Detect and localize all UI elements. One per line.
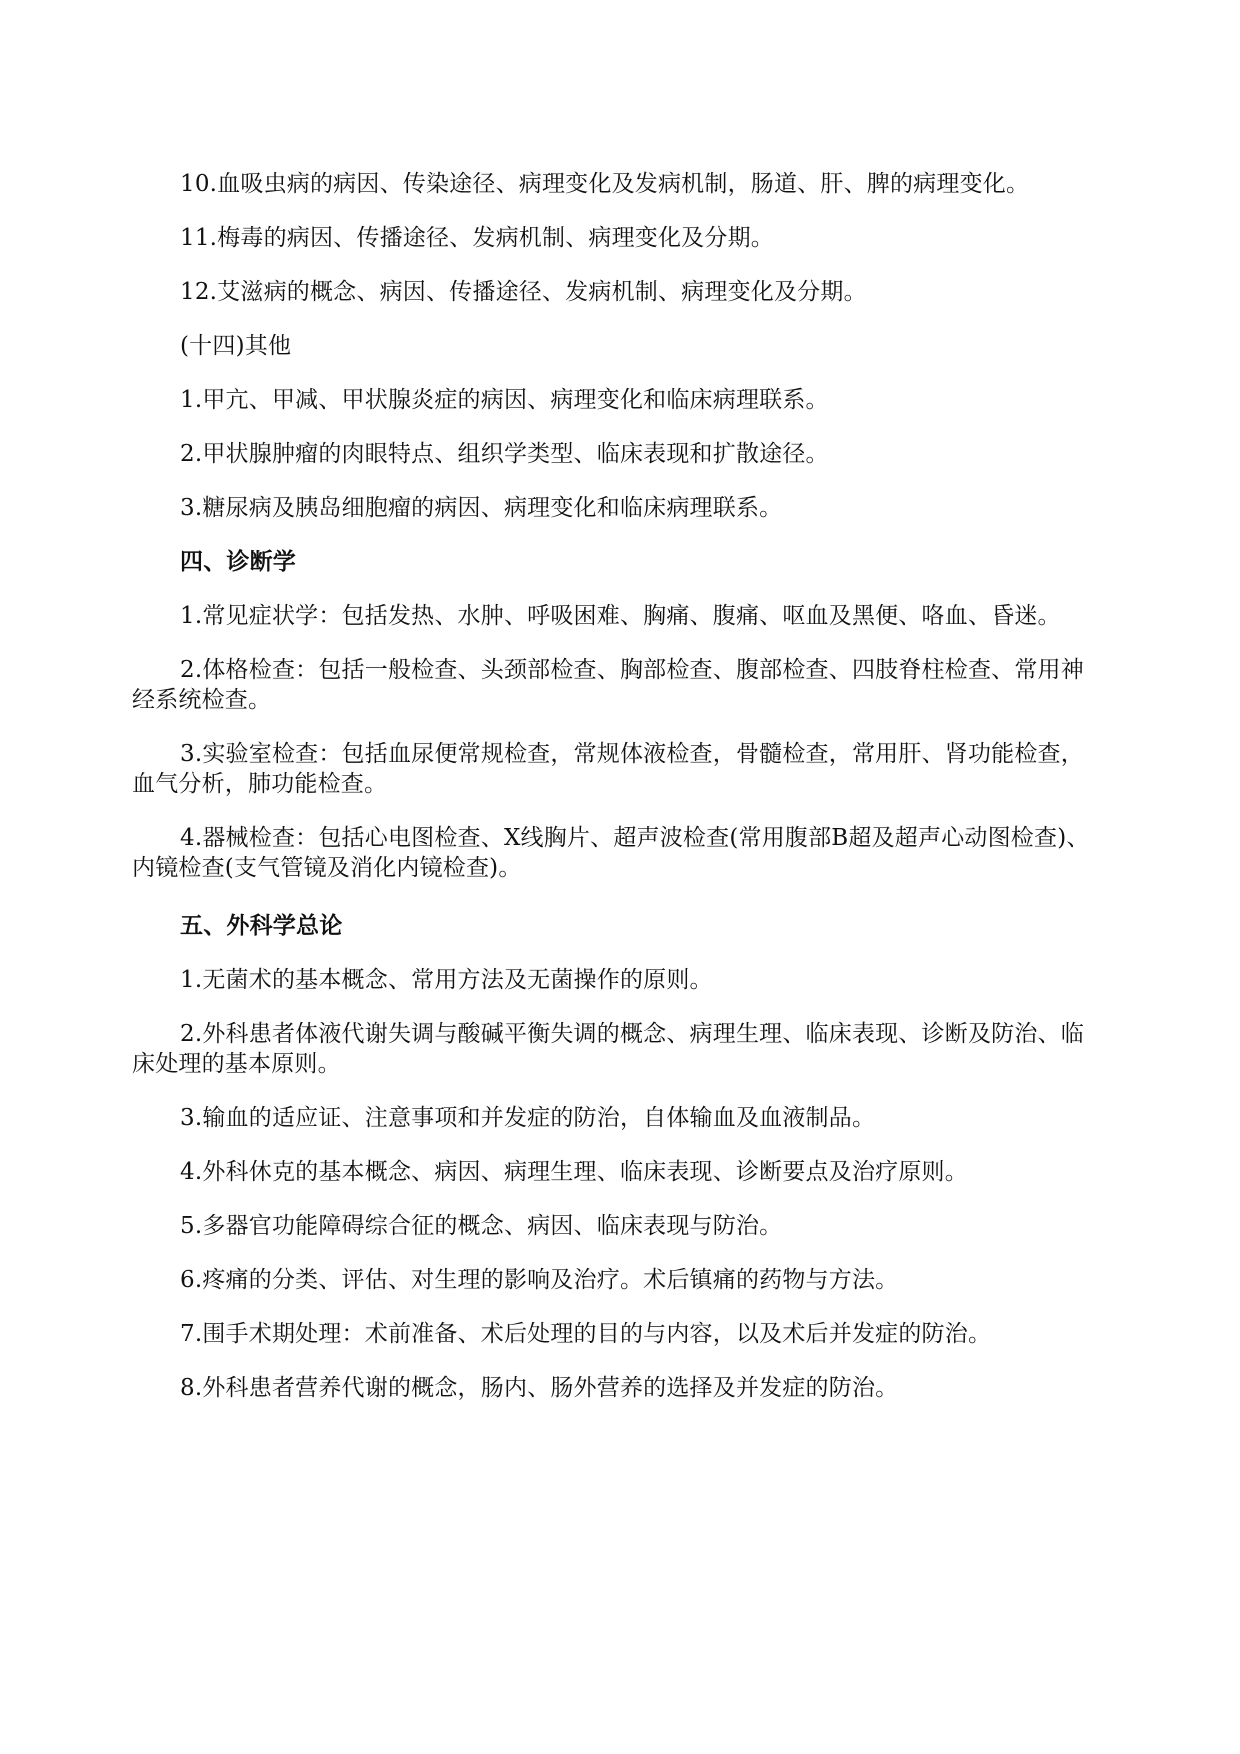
item-line: 3.输血的适应证、注意事项和并发症的防治，自体输血及血液制品。 [180,1105,876,1131]
item-line-continuation: 床处理的基本原则。 [132,1051,341,1077]
item-line: 1.甲亢、甲减、甲状腺炎症的病因、病理变化和临床病理联系。 [180,387,829,413]
item-line: 8.外科患者营养代谢的概念，肠内、肠外营养的选择及并发症的防治。 [180,1375,899,1401]
item-line: 10.血吸虫病的病因、传染途径、病理变化及发病机制，肠道、肝、脾的病理变化。 [180,171,1030,197]
item-line: 6.疼痛的分类、评估、对生理的影响及治疗。术后镇痛的药物与方法。 [180,1267,899,1293]
item-line: 11.梅毒的病因、传播途径、发病机制、病理变化及分期。 [180,225,774,251]
section-heading: 四、诊断学 [180,549,296,575]
item-line-continuation: 血气分析，肺功能检查。 [132,771,388,797]
item-line: 12.艾滋病的概念、病因、传播途径、发病机制、病理变化及分期。 [180,279,867,305]
item-line: 3.糖尿病及胰岛细胞瘤的病因、病理变化和临床病理联系。 [180,495,783,521]
section-heading: 五、外科学总论 [180,913,343,939]
item-line: 1.常见症状学：包括发热、水肿、呼吸困难、胸痛、腹痛、呕血及黑便、咯血、昏迷。 [180,603,1061,629]
section-subheading: (十四)其他 [180,333,292,359]
item-line: 2.体格检查：包括一般检查、头颈部检查、胸部检查、腹部检查、四肢脊柱检查、常用神 [180,657,1084,683]
item-line: 4.器械检查：包括心电图检查、X线胸片、超声波检查(常用腹部B超及超声心动图检查)、 [180,825,1090,851]
item-line: 7.围手术期处理：术前准备、术后处理的目的与内容，以及术后并发症的防治。 [180,1321,992,1347]
item-line: 3.实验室检查：包括血尿便常规检查，常规体液检查，骨髓检查，常用肝、肾功能检查， [180,741,1084,767]
item-line: 5.多器官功能障碍综合征的概念、病因、临床表现与防治。 [180,1213,783,1239]
item-line: 2.外科患者体液代谢失调与酸碱平衡失调的概念、病理生理、临床表现、诊断及防治、临 [180,1021,1084,1047]
item-line-continuation: 内镜检查(支气管镜及消化内镜检查)。 [132,855,522,881]
item-line: 1.无菌术的基本概念、常用方法及无菌操作的原则。 [180,967,713,993]
item-line: 2.甲状腺肿瘤的肉眼特点、组织学类型、临床表现和扩散途径。 [180,441,829,467]
item-line: 4.外科休克的基本概念、病因、病理生理、临床表现、诊断要点及治疗原则。 [180,1159,968,1185]
item-line-continuation: 经系统检查。 [132,687,272,713]
